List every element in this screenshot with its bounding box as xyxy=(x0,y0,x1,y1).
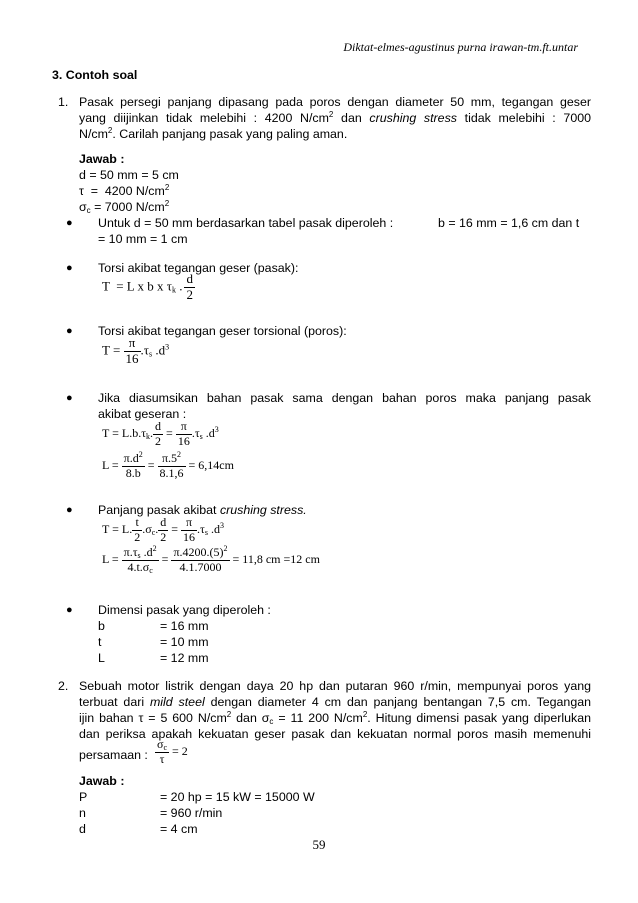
given-shear-stress: τ = 4200 $N/cm^2$ xyxy=(79,183,170,198)
dim-l-symbol: L xyxy=(98,651,105,665)
problem-2-line-5: persamaan : xyxy=(79,748,148,762)
given-power-value: = 20 hp = 15 kW = 15000 W xyxy=(160,790,315,804)
equation-length-crushing: L = $\frac{\pi.\tau_s .d^2}{4.t.\sigma_c}$ = $\frac{\pi.4200.(5)^2}{4.1.7000}$ = 11,8 cm =12 cm xyxy=(102,544,320,575)
problem-1-answer-label: Jawab : xyxy=(79,152,125,166)
given-crushing-stress: $\sigma_c = 7000$ $N/cm^2$ xyxy=(79,199,170,215)
equation-length-shear: L = $\frac{\pi.d^2}{8.b}$ = $\frac{\pi.5^2}{8.1,6}$ = 6,14cm xyxy=(102,450,234,480)
page-number: 59 xyxy=(312,837,326,852)
bullet-icon: ● xyxy=(66,392,73,404)
dim-t-symbol: t xyxy=(98,635,102,649)
bullet-2-text: Torsi akibat tegangan geser (pasak): xyxy=(98,261,299,275)
equation-crushing-equality: T = L. $\frac{t}{2}$ $.\sigma_c$. $\frac{d}{2}$ = $\frac{\pi}{16}$ $.\tau_s$ $.d^3$ xyxy=(102,515,224,544)
equation-stress-ratio: $\frac{\sigma_c}{\tau}$ = 2 xyxy=(157,737,188,766)
bullet-6-text: Dimensi pasak yang diperoleh : xyxy=(98,603,271,617)
equation-torque-shaft: T = $\frac{\pi}{16}$ $.\tau_s$ $.d^3$ xyxy=(102,335,170,366)
problem-2-answer-label: Jawab : xyxy=(79,774,125,788)
bullet-4-text-b: akibat geseran : xyxy=(98,407,187,421)
given-speed-value: = 960 r/min xyxy=(160,806,223,820)
bullet-icon: ● xyxy=(66,604,73,616)
section-title: 3. Contoh soal xyxy=(52,68,138,82)
equation-torque-key: T = L x b x $\tau_k$ . $\frac{d}{2}$ xyxy=(102,271,193,302)
running-header: Diktat-elmes-agustinus purna irawan-tm.ft.untar xyxy=(343,40,578,54)
given-speed-symbol: n xyxy=(79,806,86,820)
problem-2-line-4: dan periksa apakah kekuatan geser pasak dan kekuatan normal poros masih memenuhi xyxy=(79,727,591,741)
problem-1-line-2: yang diijinkan tidak melebihi : 4200 $N/cm^2$ dan crushing stress tidak melebihi : 7000 xyxy=(79,110,591,125)
dim-t-value: = 10 mm xyxy=(160,635,209,649)
problem-1-line-3: $N/cm^2$. Carilah panjang pasak yang paling aman. xyxy=(79,126,348,141)
bullet-icon: ● xyxy=(66,504,73,516)
given-diameter-value: = 4 cm xyxy=(160,822,198,836)
bullet-1-text-b: b = 16 mm = 1,6 cm dan t xyxy=(438,216,580,230)
problem-1-line-1: Pasak persegi panjang dipasang pada poros dengan diameter 50 mm, tegangan geser xyxy=(79,95,591,109)
bullet-icon: ● xyxy=(66,325,73,337)
bullet-4-text-a: Jika diasumsikan bahan pasak sama dengan bahan poros maka panjang pasak xyxy=(98,391,591,405)
problem-1-number: 1. xyxy=(58,95,69,109)
bullet-icon: ● xyxy=(66,217,73,229)
bullet-icon: ● xyxy=(66,262,73,274)
problem-2-line-3: ijin bahan τ = 5 600 $N/cm^2$ dan $\sigma_c = 11$ 200 $N/cm^2$. Hitung dimensi pasak yang diperlukan xyxy=(79,710,591,726)
dim-b-value: = 16 mm xyxy=(160,619,209,633)
given-power-symbol: P xyxy=(79,790,88,804)
length-crushing-result: = 11,8 cm =12 cm xyxy=(232,552,320,567)
given-diameter-symbol: d xyxy=(79,822,86,836)
dim-b-symbol: b xyxy=(98,619,105,633)
equation-shear-equality: $T = L.b.\tau_k$. $\frac{d}{2}$ = $\frac{\pi}{16}$ $.\tau_s$ $.d^3$ xyxy=(102,419,219,448)
given-diameter: d = 50 mm = 5 cm xyxy=(79,168,179,182)
problem-2-line-1: Sebuah motor listrik dengan daya 20 hp dan putaran 960 r/min, mempunyai poros yang xyxy=(79,679,591,693)
problem-2-line-2: terbuat dari mild steel dengan diameter 4 cm dan panjang bentangan 7,5 cm. Tegangan xyxy=(79,695,591,709)
problem-2-number: 2. xyxy=(58,679,69,693)
bullet-5-text: Panjang pasak akibat crushing stress. xyxy=(98,503,307,517)
bullet-3-text: Torsi akibat tegangan geser torsional (poros): xyxy=(98,324,347,338)
length-shear-result: = 6,14cm xyxy=(188,458,234,473)
dim-l-value: = 12 mm xyxy=(160,651,209,665)
bullet-1-text-c: = 10 mm = 1 cm xyxy=(98,232,188,246)
bullet-1-text-a: Untuk d = 50 mm berdasarkan tabel pasak diperoleh : xyxy=(98,216,394,230)
